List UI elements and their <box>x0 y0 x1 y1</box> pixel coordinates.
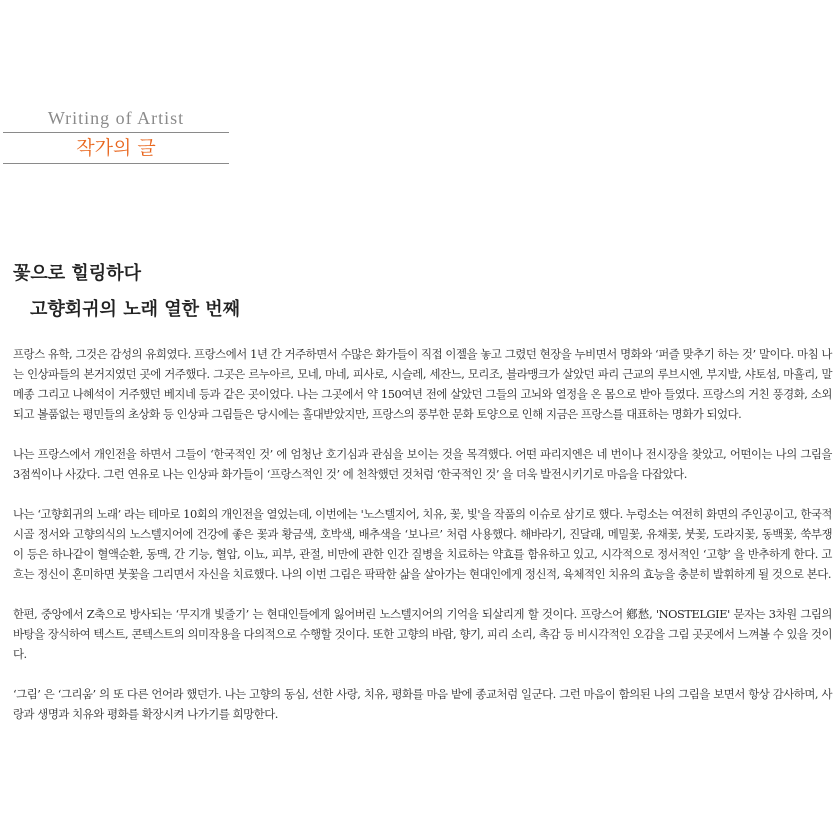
article-title-line-2: 고향회귀의 노래 열한 번째 <box>30 299 241 320</box>
article-title <box>13 261 833 323</box>
paragraph: 한편, 중앙에서 Z축으로 방사되는 ‘무지개 빛줄기’ 는 현대인들에게 잃어버린 노스텔지어의 기억을 되살리게 할 것이다. 프랑스어 鄕愁, 'NOSTELGIE' 문자는 3차원 그림의 바탕을 장식하여 텍스트, 콘텍스트의 의미작용을 다의적으로 수행할 것이다. 또한 고향의 바람, 향기, 피리 소리, 촉감 등 비시각적인 오감을 그림 곳곳에서 느껴볼 수 있을 것이다. <box>13 607 832 661</box>
paragraph: 프랑스 유학, 그것은 감성의 유희였다. 프랑스에서 1년 간 거주하면서 수많은 화가들이 직접 이젤을 놓고 그렸던 현장을 누비면서 명화와 ‘퍼즐 맞추기 하는 것’ 말이다. 마침 나는 인상파들의 본거지였던 곳에 거주했다. 그곳은 르누아르, 모네, 마네, 피사로, 시슬레, 세잔느, 모리조, 블라맹크가 살았던 파리 근교의 루브시엔, 부지발, 샤토섬, 마흘리, 말메종 그리고 나혜석이 거주했던 베지네 등과 같은 곳이었다. 나는 그곳에서 약 150여년 전에 살았던 그들의 고뇌와 열정을 온 몸으로 받아 들였다. 프랑스의 거친 풍경화, 소외되고 볼품없는 평민들의 초상화 등 인상파 그림들은 당시에는 홀대받았지만, 프랑스의 풍부한 문화 토양으로 인해 지금은 프랑스를 대표하는 명화가 되었다. <box>13 347 832 421</box>
paragraph: 나는 프랑스에서 개인전을 하면서 그들이 ‘한국적인 것’ 에 엄청난 호기심과 관심을 보이는 것을 목격했다. 어떤 파리지엔은 네 번이나 전시장을 찾았고, 어떤이는 나의 그림을 3점씩이나 사갔다. 그런 연유로 나는 인상파 화가들이 ‘프랑스적인 것’ 에 천착했던 것처럼 ‘한국적인 것’ 을 더욱 발전시키기로 마음을 다잡았다. <box>13 447 832 481</box>
paragraph: 나는 ‘고향회귀의 노래’ 라는 테마로 10회의 개인전을 열었는데, 이번에는 '노스텔지어, 치유, 꽃, 빛'을 작품의 이슈로 삼기로 했다. 누렁소는 여전히 화면의 주인공이고, 한국적 시골 정서와 고향의식의 노스텔지어에 건강에 좋은 꽃과 황금색, 호박색, 배추색을 ‘보나르’ 처럼 사용했다. 해바라기, 진달래, 메밀꽃, 유채꽃, 붓꽃, 도라지꽃, 동백꽃, 쑥부쟁이 등은 하나같이 혈액순환, 동맥, 간 기능, 혈압, 이뇨, 피부, 관절, 비만에 관한 인간 질병을 치료하는 약효를 함유하고 있고, 시각적으로 정서적인 ‘고향’ 을 반추하게 한다. 고흐는 정신이 혼미하면 붓꽃을 그리면서 자신을 치료했다. 나의 이번 그림은 팍팍한 삶을 살아가는 현대인에게 정신적, 육체적인 치유의 효능을 충분히 발휘하게 될 것으로 본다. <box>13 507 832 581</box>
paragraph: ‘그림’ 은 ‘그리움’ 의 또 다른 언어라 했던가. 나는 고향의 동심, 선한 사랑, 치유, 평화를 마음 밭에 종교처럼 일군다. 그런 마음이 함의된 나의 그림을 보면서 항상 감사하며, 사랑과 생명과 치유와 평화를 확장시켜 나가기를 희망한다. <box>13 687 832 721</box>
header-korean-title: 작가의 글 <box>3 133 229 164</box>
section-header <box>3 104 229 164</box>
header-english-title: Writing of Artist <box>3 104 229 133</box>
article-body <box>13 344 832 744</box>
article-title-line-1: 꽃으로 힐링하다 <box>13 263 141 284</box>
